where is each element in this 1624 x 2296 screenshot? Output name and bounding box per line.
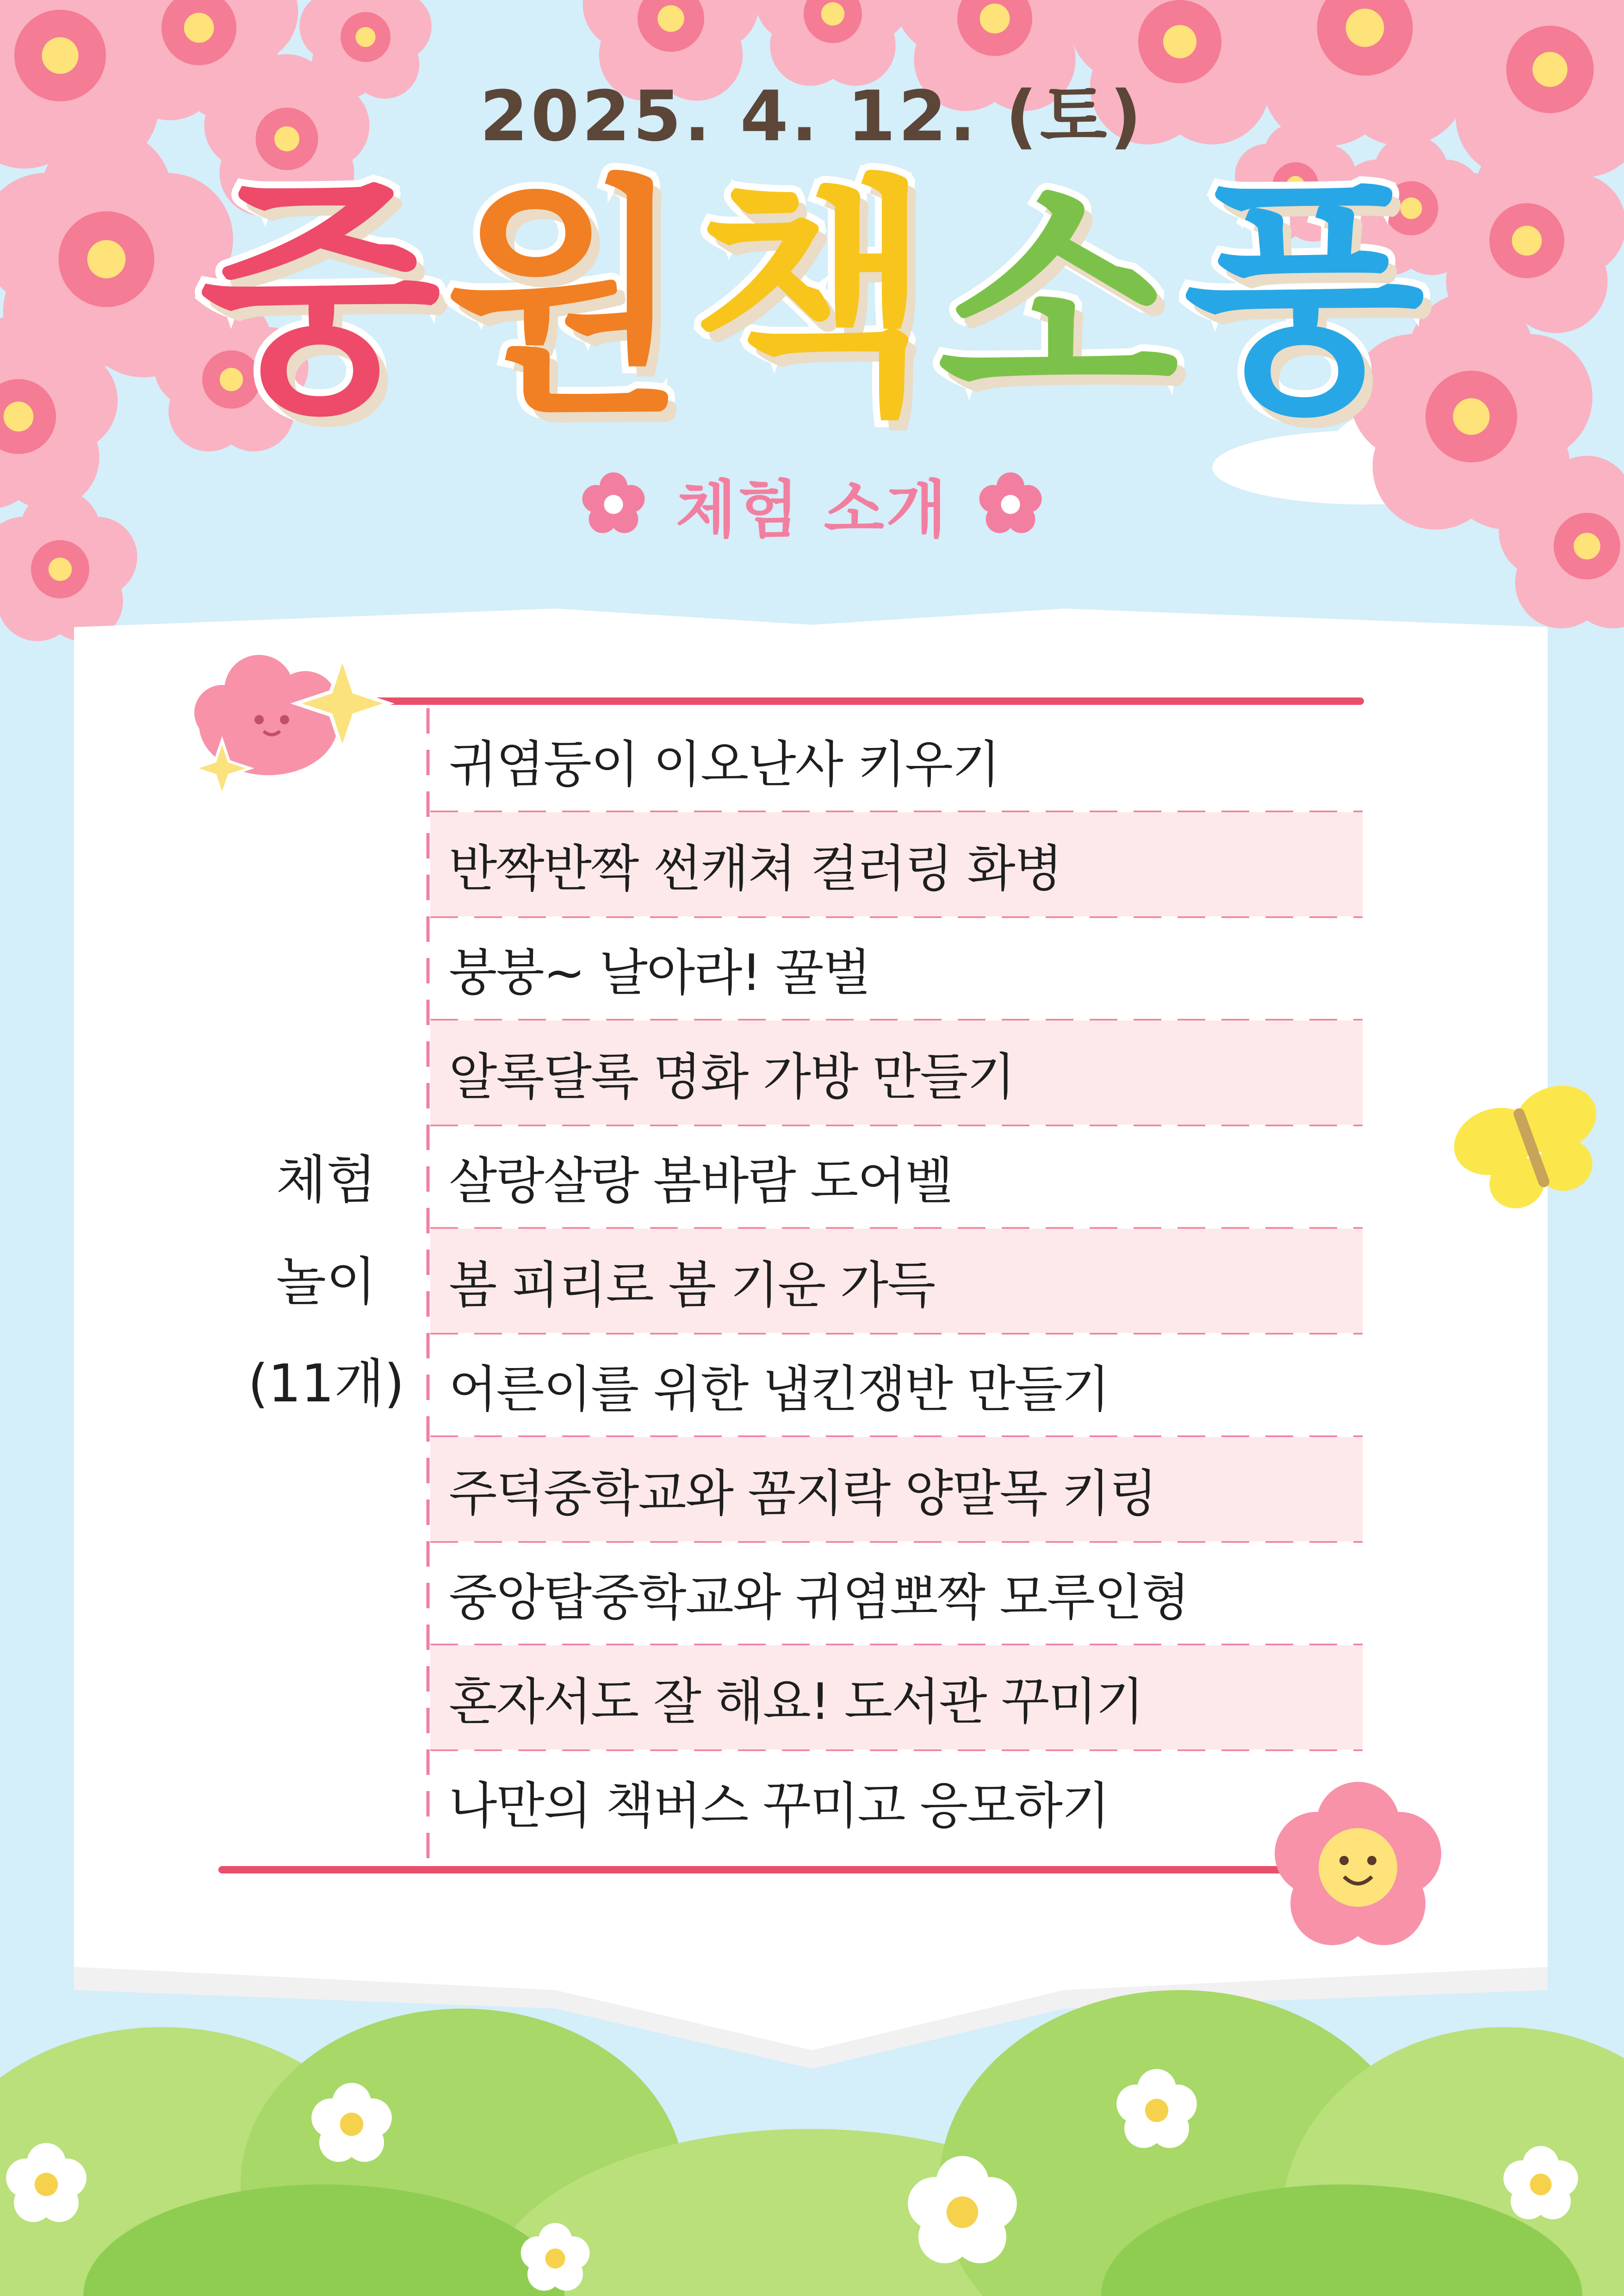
subtitle: 체험 소개 — [676, 473, 948, 546]
activity-name: 붕붕~ 날아라! 꿀벌 — [449, 944, 870, 1002]
list-item — [430, 1229, 1363, 1333]
event-date: 2025. 4. 12. (토) — [479, 76, 1145, 157]
activity-name: 살랑살랑 봄바람 도어벨 — [449, 1152, 952, 1210]
list-item — [430, 1437, 1363, 1541]
title-char-1: 중 — [199, 156, 441, 446]
list-item — [430, 812, 1363, 916]
activity-name: 나만의 책버스 꾸미고 응모하기 — [449, 1777, 1110, 1835]
category-label — [241, 1129, 412, 1435]
activity-name: 주덕중학교와 꼼지락 양말목 키링 — [449, 1465, 1157, 1523]
list-item — [430, 1020, 1363, 1125]
activity-name: 귀염둥이 이오난사 키우기 — [449, 736, 1000, 794]
list-item — [430, 1749, 1363, 1854]
activity-name: 알록달록 명화 가방 만들기 — [449, 1048, 1015, 1106]
title-char-2: 원 — [445, 156, 687, 446]
event-title — [0, 139, 1624, 463]
category-line-2: 놀이 — [276, 1252, 377, 1312]
list-item — [430, 1125, 1363, 1229]
activity-name: 반짝반짝 썬캐쳐 컬러링 화병 — [449, 840, 1062, 898]
pink-flower-icon — [579, 470, 648, 539]
list-item — [430, 1645, 1363, 1749]
list-item — [430, 1333, 1363, 1437]
title-char-5: 풍 — [1183, 156, 1425, 446]
list-item — [430, 708, 1363, 812]
activity-name: 중앙탑중학교와 귀염뽀짝 모루인형 — [449, 1569, 1189, 1627]
pink-flower-icon — [976, 470, 1045, 539]
activity-name: 혼자서도 잘 해요! 도서관 꾸미기 — [449, 1673, 1143, 1731]
list-item — [430, 1541, 1363, 1645]
activity-name: 어른이를 위한 냅킨쟁반 만들기 — [449, 1361, 1110, 1419]
title-char-3: 책 — [691, 156, 933, 446]
category-line-1: 체험 — [276, 1150, 377, 1210]
subtitle-row — [0, 458, 1624, 551]
title-char-4: 소 — [937, 156, 1179, 446]
activity-name: 봄 피리로 봄 기운 가득 — [449, 1257, 935, 1314]
category-line-3: (11개) — [248, 1354, 405, 1414]
list-item — [430, 916, 1363, 1020]
